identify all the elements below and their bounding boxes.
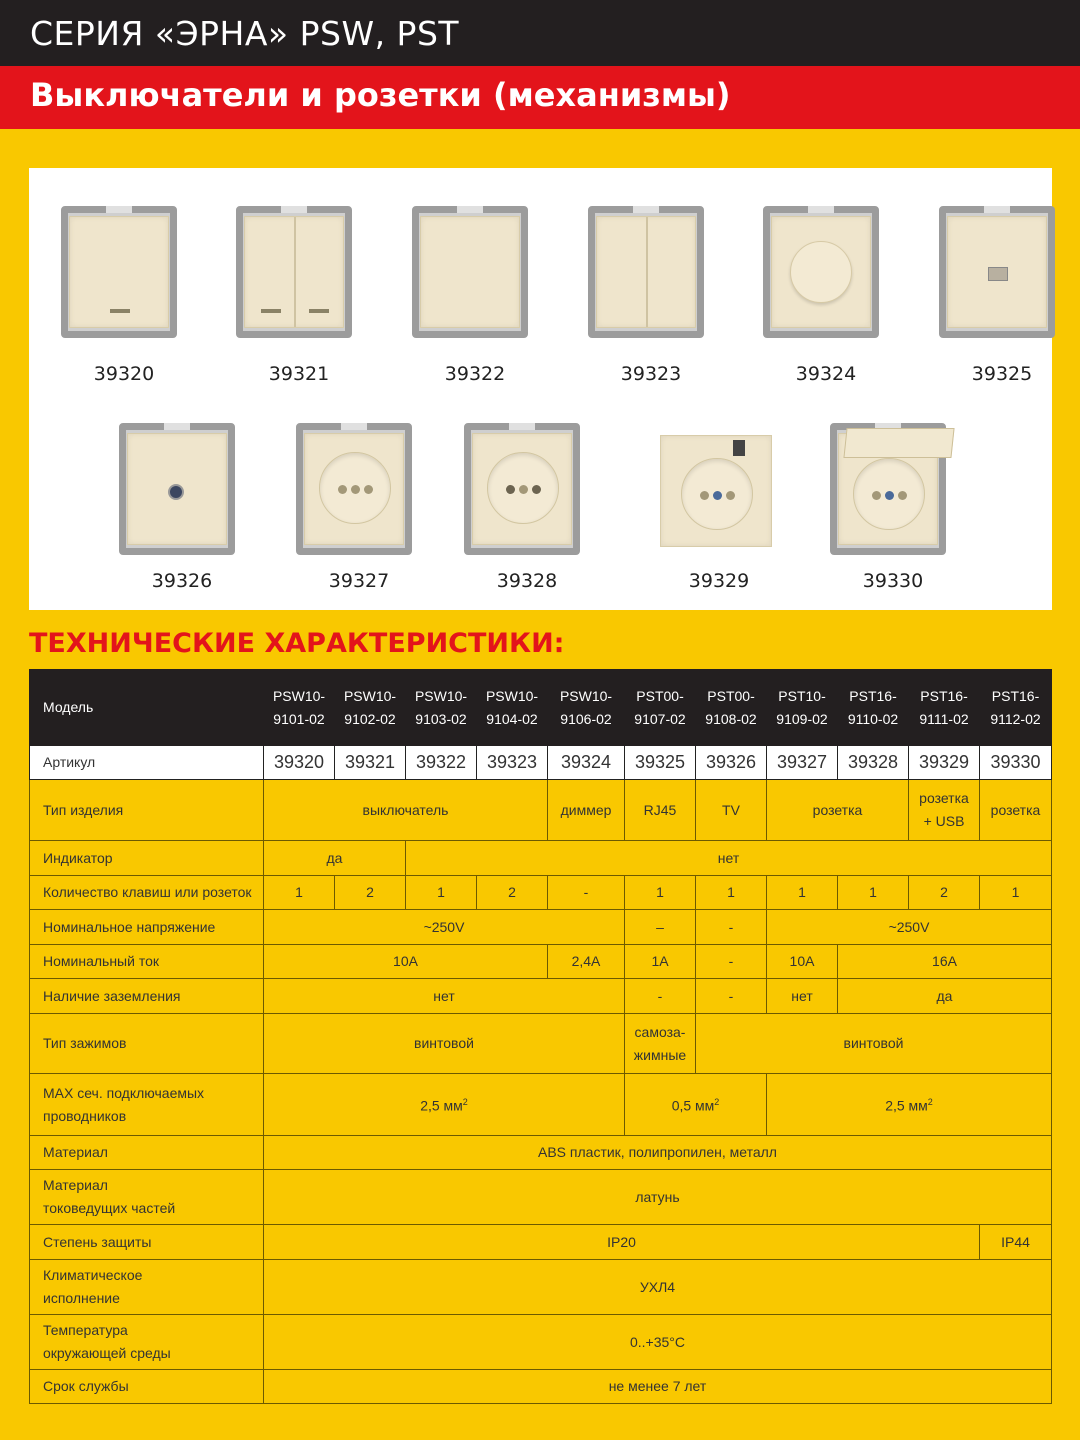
page-subtitle: Выключатели и розетки (механизмы): [30, 76, 731, 114]
spec-cell: 2,5 $мм^2$: [767, 1074, 1052, 1136]
spec-cell: ABS пластик, полипропилен, металл: [264, 1136, 1052, 1170]
table-row: [30, 1260, 1052, 1315]
article-cell: 39323: [477, 746, 548, 780]
spec-cell: ~250V: [264, 910, 625, 945]
product-code: 39325: [971, 363, 1033, 385]
table-row: [30, 1225, 1052, 1260]
table-row: [30, 1014, 1052, 1074]
article-cell: 39321: [335, 746, 406, 780]
product-code: 39322: [444, 363, 506, 385]
spec-cell: 2: [909, 876, 980, 910]
series-header-bar: [0, 0, 1080, 66]
model-cell: PSW10- 9106-02: [548, 670, 625, 746]
spec-cell: 0,5 $мм^2$: [625, 1074, 767, 1136]
spec-cell: да: [264, 841, 406, 876]
article-cell: 39324: [548, 746, 625, 780]
table-row: [30, 1074, 1052, 1136]
subtitle-bar: [0, 66, 1080, 129]
row-label: Индикатор: [30, 841, 264, 876]
spec-cell: розетка + USB: [909, 780, 980, 841]
spec-cell: 2,4А: [548, 945, 625, 979]
spec-cell: -: [696, 945, 767, 979]
table-row: [30, 1315, 1052, 1370]
product-code: 39327: [328, 570, 390, 592]
spec-cell: УХЛ4: [264, 1260, 1052, 1315]
table-row: [30, 945, 1052, 979]
article-cell: 39320: [264, 746, 335, 780]
row-label: Тип зажимов: [30, 1014, 264, 1074]
table-row: [30, 670, 1052, 746]
spec-cell: самоза- жимные: [625, 1014, 696, 1074]
model-cell: PSW10- 9102-02: [335, 670, 406, 746]
model-cell: PST00- 9107-02: [625, 670, 696, 746]
tech-specs-title: ТЕХНИЧЕСКИЕ ХАРАКТЕРИСТИКИ:: [29, 628, 565, 659]
article-cell: 39329: [909, 746, 980, 780]
spec-cell: 10А: [767, 945, 838, 979]
spec-cell: нет: [767, 979, 838, 1014]
spec-cell: -: [625, 979, 696, 1014]
spec-cell: латунь: [264, 1170, 1052, 1225]
spec-cell: 1А: [625, 945, 696, 979]
spec-cell: 1: [838, 876, 909, 910]
spec-cell: 2: [477, 876, 548, 910]
spec-cell: винтовой: [264, 1014, 625, 1074]
product-code: 39329: [688, 570, 750, 592]
row-label: Материал: [30, 1136, 264, 1170]
model-cell: PST16- 9111-02: [909, 670, 980, 746]
spec-cell: нет: [264, 979, 625, 1014]
spec-cell: 2: [335, 876, 406, 910]
product-code: 39323: [620, 363, 682, 385]
article-cell: 39330: [980, 746, 1052, 780]
spec-cell: 1: [625, 876, 696, 910]
table-row: [30, 1136, 1052, 1170]
table-row: [30, 841, 1052, 876]
product-code: 39326: [151, 570, 213, 592]
socket-ip44-image: [818, 415, 968, 565]
row-label: MAX сеч. подключаемых проводников: [30, 1074, 264, 1136]
article-cell: 39322: [406, 746, 477, 780]
model-cell: PSW10- 9103-02: [406, 670, 477, 746]
socket-no-ground-image: [284, 415, 434, 565]
tech-specs-table: [29, 669, 1052, 1404]
series-title: СЕРИЯ «ЭРНА» PSW, PST: [30, 14, 460, 53]
article-cell: 39328: [838, 746, 909, 780]
table-row: [30, 979, 1052, 1014]
spec-cell: 10А: [264, 945, 548, 979]
spec-cell: –: [625, 910, 696, 945]
spec-cell: -: [696, 979, 767, 1014]
spec-cell: 1: [696, 876, 767, 910]
spec-cell: нет: [406, 841, 1052, 876]
tv-socket-image: [107, 415, 257, 565]
spec-cell: да: [838, 979, 1052, 1014]
switch-1key-image: [400, 198, 550, 348]
spec-cell: винтовой: [696, 1014, 1052, 1074]
spec-cell: 2,5 $мм^2$: [264, 1074, 625, 1136]
row-label: Степень защиты: [30, 1225, 264, 1260]
row-label: Номинальное напряжение: [30, 910, 264, 945]
model-cell: PST16- 9110-02: [838, 670, 909, 746]
spec-cell: 1: [980, 876, 1052, 910]
spec-cell: диммер: [548, 780, 625, 841]
spec-cell: TV: [696, 780, 767, 841]
spec-cell: RJ45: [625, 780, 696, 841]
table-row: [30, 746, 1052, 780]
row-label: Наличие заземления: [30, 979, 264, 1014]
model-cell: PST10- 9109-02: [767, 670, 838, 746]
row-label: Климатическое исполнение: [30, 1260, 264, 1315]
article-cell: 39325: [625, 746, 696, 780]
row-label: Количество клавиш или розеток: [30, 876, 264, 910]
socket-usb-image: [644, 415, 794, 565]
row-label: Материал токоведущих частей: [30, 1170, 264, 1225]
switch-2key-image: [576, 198, 726, 348]
spec-cell: розетка: [767, 780, 909, 841]
product-gallery: [29, 168, 1052, 610]
spec-cell: не менее 7 лет: [264, 1370, 1052, 1404]
table-row: [30, 910, 1052, 945]
spec-cell: розетка: [980, 780, 1052, 841]
row-label: Номинальный ток: [30, 945, 264, 979]
product-code: 39324: [795, 363, 857, 385]
model-label: Модель: [30, 670, 264, 746]
row-label: Тип изделия: [30, 780, 264, 841]
row-label: Срок службы: [30, 1370, 264, 1404]
model-cell: PST16- 9112-02: [980, 670, 1052, 746]
table-row: [30, 1170, 1052, 1225]
switch-1key-led-image: [49, 198, 199, 348]
article-label: Артикул: [30, 746, 264, 780]
socket-ground-image: [452, 415, 602, 565]
table-row: [30, 1370, 1052, 1404]
spec-cell: 16А: [838, 945, 1052, 979]
product-code: 39320: [93, 363, 155, 385]
model-cell: PST00- 9108-02: [696, 670, 767, 746]
spec-cell: IP20: [264, 1225, 980, 1260]
spec-cell: ~250V: [767, 910, 1052, 945]
spec-cell: -: [696, 910, 767, 945]
spec-cell: выключатель: [264, 780, 548, 841]
table-row: [30, 876, 1052, 910]
model-cell: PSW10- 9101-02: [264, 670, 335, 746]
spec-cell: -: [548, 876, 625, 910]
model-cell: PSW10- 9104-02: [477, 670, 548, 746]
product-code: 39330: [862, 570, 924, 592]
spec-cell: 1: [264, 876, 335, 910]
product-code: 39328: [496, 570, 558, 592]
product-code: 39321: [268, 363, 330, 385]
article-cell: 39326: [696, 746, 767, 780]
row-label: Температура окружающей среды: [30, 1315, 264, 1370]
dimmer-image: [751, 198, 901, 348]
spec-cell: IP44: [980, 1225, 1052, 1260]
table-row: [30, 780, 1052, 841]
spec-cell: 1: [406, 876, 477, 910]
switch-2key-led-image: [224, 198, 374, 348]
spec-cell: 0..+35°С: [264, 1315, 1052, 1370]
article-cell: 39327: [767, 746, 838, 780]
spec-cell: 1: [767, 876, 838, 910]
rj45-socket-image: [927, 198, 1077, 348]
